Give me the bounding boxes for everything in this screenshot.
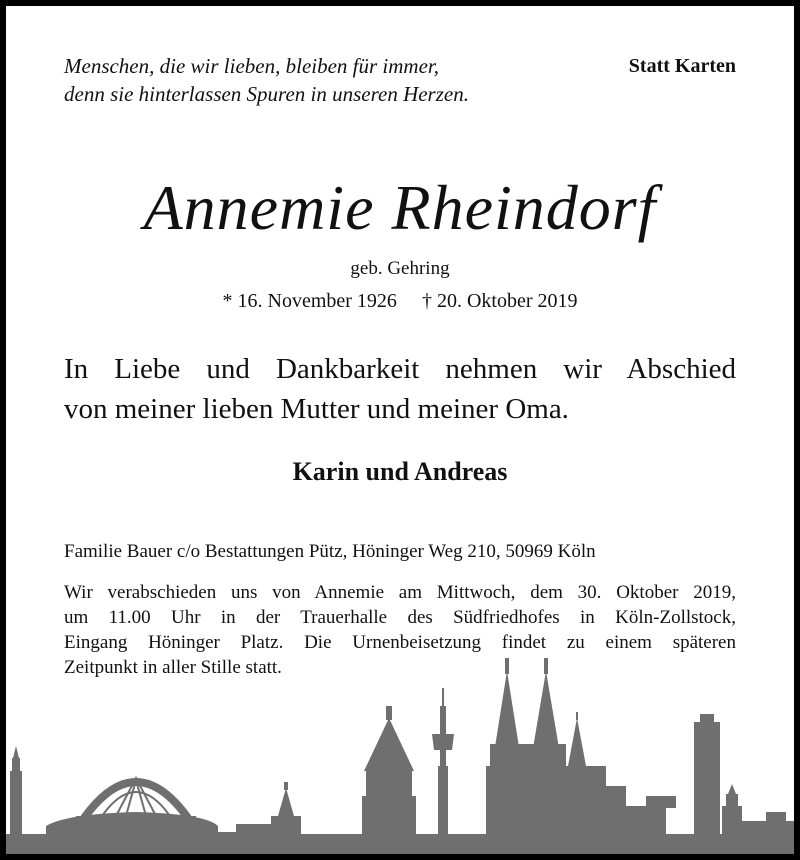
contact-address: Familie Bauer c/o Bestattungen Pütz, Höninger Weg 210, 50969 Köln [64, 541, 596, 562]
signers: Karin und Andreas [292, 457, 508, 486]
service-line: Wir verabschieden uns von Annemie am Mittwoch, dem 30. Oktober 2019, [64, 582, 736, 603]
service-line: Eingang Höninger Platz. Die Urnenbeisetzung findet zu einem späteren [64, 632, 736, 653]
service-line: um 11.00 Uhr in der Trauerhalle des Südfriedhofes in Köln-Zollstock, [64, 607, 736, 628]
service-line: Zeitpunkt in aller Stille statt. [64, 657, 282, 678]
quote-line: Menschen, die wir lieben, bleiben für immer, [64, 54, 440, 78]
cologne-skyline-illustration [6, 6, 794, 854]
deceased-name: Annemie Rheindorf [143, 172, 657, 243]
quote-line: denn sie hinterlassen Spuren in unseren Herzen. [64, 82, 469, 106]
farewell-line: von meiner lieben Mutter und meiner Oma. [64, 393, 569, 425]
statt-karten-label: Statt Karten [628, 55, 736, 77]
farewell-line: In Liebe und Dankbarkeit nehmen wir Abschied [64, 353, 736, 385]
birth-date: * 16. November 1926 [222, 290, 397, 312]
death-date: † 20. Oktober 2019 [421, 290, 578, 312]
birth-name: geb. Gehring [350, 258, 450, 279]
